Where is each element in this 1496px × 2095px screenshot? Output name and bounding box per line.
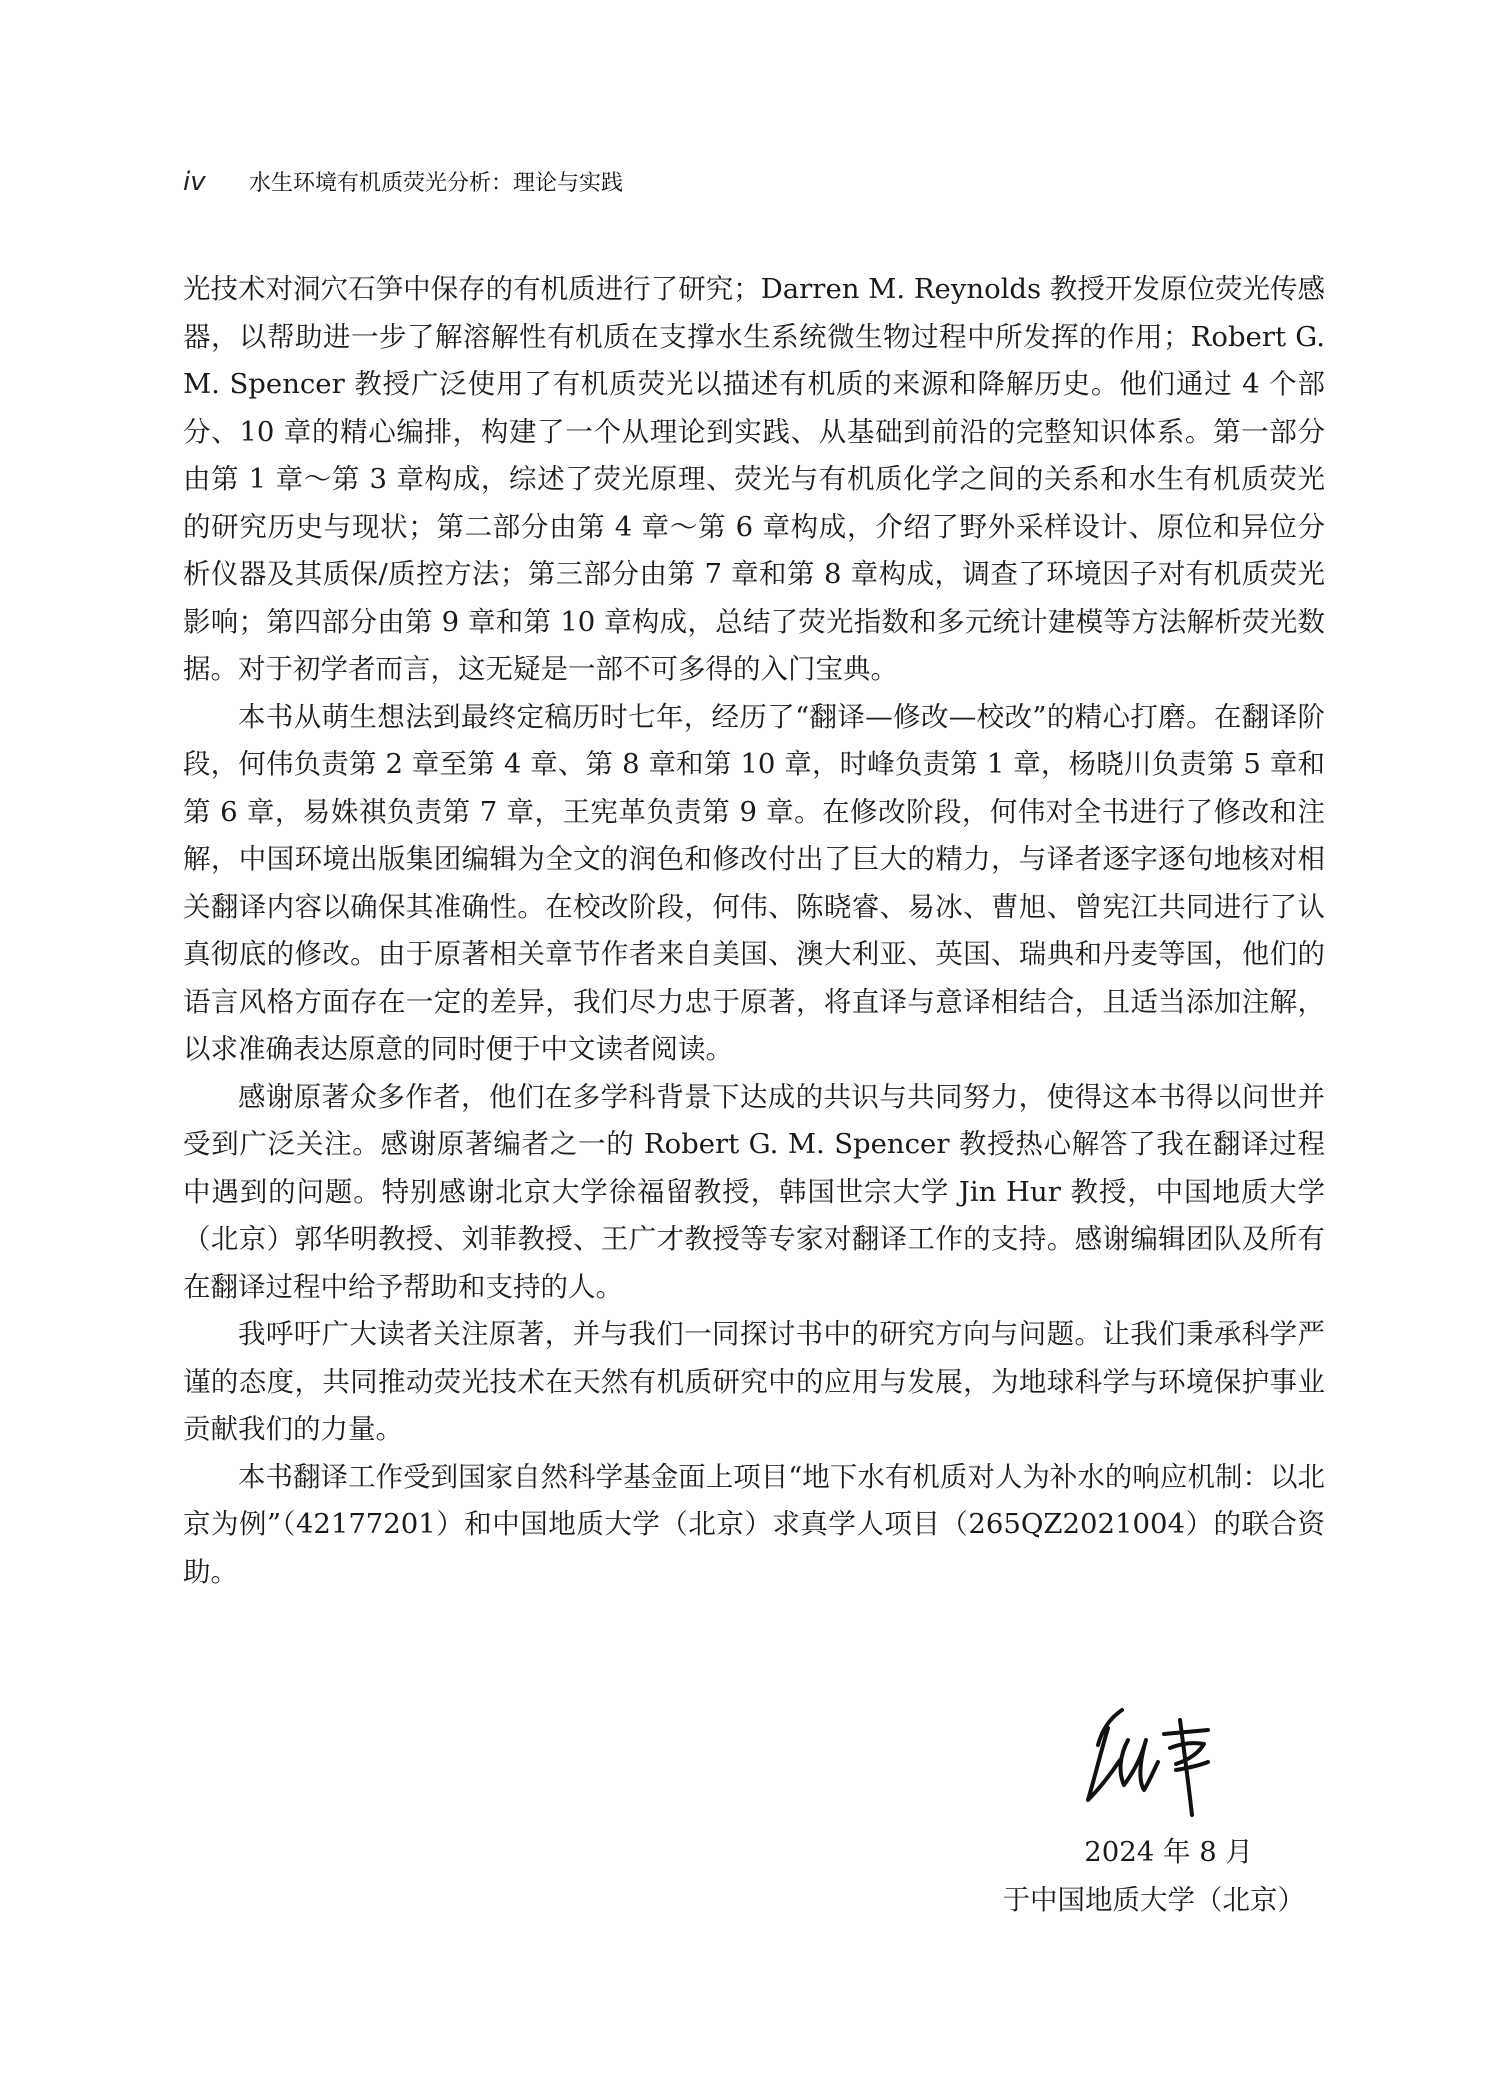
paragraph-acknowledgements: 感谢原著众多作者，他们在多学科背景下达成的共识与共同努力，使得这本书得以问世并受到广泛关注。感谢原著编者之一的 Robert G. M. Spencer 教授热心解答了我在翻译过程中遇到的问题。特别感谢北京大学徐福留教授，韩国世宗大学 Jin Hur 教授，中国地质大学（北京）郭华明教授、刘菲教授、王广才教授等专家对翻译工作的支持。感谢编辑团队及所有在翻译过程中给予帮助和支持的人。	[183, 1080, 1325, 1303]
paragraph-call-to-readers: 我呼吁广大读者关注原著，并与我们一同探讨书中的研究方向与问题。让我们秉承科学严谨的态度，共同推动荧光技术在天然有机质研究中的应用与发展，为地球科学与环境保护事业贡献我们的力量。	[183, 1318, 1325, 1445]
signoff-block	[1003, 1828, 1306, 1924]
page-number: iv	[183, 167, 206, 197]
signoff-place: 于中国地质大学（北京）	[1002, 1884, 1305, 1916]
handwritten-signature	[1080, 1700, 1230, 1820]
paragraph-continued: 光技术对洞穴石笋中保存的有机质进行了研究；Darren M. Reynolds 教授开发原位荧光传感器，以帮助进一步了解溶解性有机质在支撑水生系统微生物过程中所发挥的作用；Robert G. M. Spencer 教授广泛使用了有机质荧光以描述有机质的来源和降解历史。他们通过 4 个部分、10 章的精心编排，构建了一个从理论到实践、从基础到前沿的完整知识体系。第一部分由第 1 章～第 3 章构成，综述了荧光原理、荧光与有机质化学之间的关系和水生有机质荧光的研究历史与现状；第二部分由第 4 章～第 6 章构成，介绍了野外采样设计、原位和异位分析仪器及其质保/质控方法；第三部分由第 7 章和第 8 章构成，调查了环境因子对有机质荧光影响；第四部分由第 9 章和第 10 章构成，总结了荧光指数和多元统计建模等方法解析荧光数据。对于初学者而言，这无疑是一部不可多得的入门宝典。	[183, 273, 1325, 685]
paragraph-translation-process: 本书从萌生想法到最终定稿历时七年，经历了“翻译—修改—校改”的精心打磨。在翻译阶段，何伟负责第 2 章至第 4 章、第 8 章和第 10 章，时峰负责第 1 章，杨晓川负责第 5 章和第 6 章，易姝祺负责第 7 章，王宪革负责第 9 章。在修改阶段，何伟对全书进行了修改和注解，中国环境出版集团编辑为全文的润色和修改付出了巨大的精力，与译者逐字逐句地核对相关翻译内容以确保其准确性。在校改阶段，何伟、陈晓睿、易冰、曹旭、曾宪江共同进行了认真彻底的修改。由于原著相关章节作者来自美国、澳大利亚、英国、瑞典和丹麦等国，他们的语言风格方面存在一定的差异，我们尽力忠于原著，将直译与意译相结合，且适当添加注解，以求准确表达原意的同时便于中文读者阅读。	[183, 700, 1325, 1065]
signoff-date: 2024 年 8 月	[1084, 1836, 1253, 1868]
paragraph-funding: 本书翻译工作受到国家自然科学基金面上项目“地下水有机质对人为补水的响应机制：以北京为例”（42177201）和中国地质大学（北京）求真学人项目（265QZ2021004）的联合资助。	[183, 1460, 1325, 1588]
running-title: 水生环境有机质荧光分析：理论与实践	[249, 171, 624, 196]
running-header	[183, 166, 623, 197]
preface-body	[183, 266, 1325, 1596]
